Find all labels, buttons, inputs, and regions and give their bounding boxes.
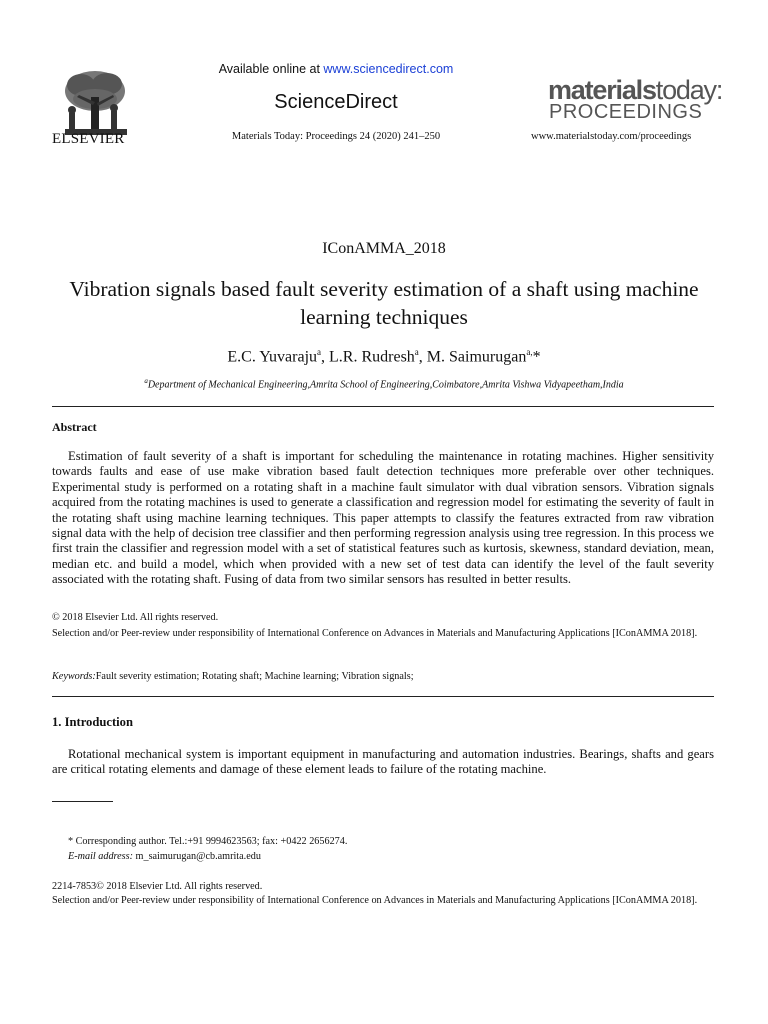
abstract-heading: Abstract bbox=[52, 420, 97, 434]
divider-top bbox=[52, 406, 714, 407]
affiliation bbox=[0, 377, 768, 390]
author-separator: , bbox=[321, 348, 330, 366]
corresponding-author-footnote: * Corresponding author. Tel.:+91 9994623563; fax: +0422 2656274. bbox=[68, 836, 348, 847]
email-address[interactable]: m_saimurugan@cb.amrita.edu bbox=[133, 851, 261, 862]
conference-name: IConAMMA_2018 bbox=[322, 240, 446, 257]
journal-reference: Materials Today: Proceedings 24 (2020) 241–250 bbox=[231, 131, 441, 142]
author-affil-mark: a bbox=[414, 347, 419, 357]
author-separator: , bbox=[418, 348, 427, 366]
keywords bbox=[52, 670, 714, 684]
issn-block bbox=[52, 880, 714, 908]
email-footnote bbox=[68, 851, 261, 862]
available-online-label: Available online at bbox=[218, 62, 324, 76]
intro-text: Rotational mechanical system is important equipment in manufacturing and automation industries. Bearings, shafts and gears are critical rotating elements and damage of these element leads to failure of the rotating machine. bbox=[52, 747, 714, 777]
logo-bold-part: materials bbox=[548, 75, 656, 105]
journal-url: www.materialstoday.com/proceedings bbox=[531, 131, 692, 142]
author-name: L.R. Rudresh bbox=[329, 348, 415, 366]
affiliation-mark: a bbox=[144, 377, 148, 385]
footnote-rule bbox=[52, 801, 113, 802]
materials-today-logo bbox=[548, 75, 723, 123]
elsevier-wordmark: ELSEVIER bbox=[52, 131, 125, 147]
author-name: E.C. Yuvaraju bbox=[227, 348, 318, 366]
intro-heading: 1. Introduction bbox=[52, 715, 133, 729]
email-label: E-mail address: bbox=[68, 851, 133, 862]
keywords-list: Fault severity estimation; Rotating shaft; Machine learning; Vibration signals; bbox=[95, 671, 414, 682]
abstract-peer-review: Selection and/or Peer-review under responsibility of International Conference on Advances in Materials and Manufacturing Applications [IConAMMA 2018]. bbox=[52, 628, 698, 639]
available-online bbox=[0, 62, 672, 76]
logo-proceedings: PROCEEDINGS bbox=[549, 101, 703, 123]
affiliation-text: Department of Mechanical Engineering,Amrita School of Engineering,Coimbatore,Amrita Vishwa Vidyapeetham,India bbox=[147, 379, 624, 391]
corresponding-mark: * bbox=[532, 348, 541, 366]
author-affil-mark: a bbox=[317, 347, 322, 357]
author-name: M. Saimurugan bbox=[426, 348, 527, 366]
issn-line: 2214-7853© 2018 Elsevier Ltd. All rights reserved. bbox=[52, 881, 263, 892]
paper-title: Vibration signals based fault severity estimation of a shaft using machine learning techniques bbox=[69, 277, 699, 329]
logo-rest-part: today: bbox=[655, 75, 723, 105]
issn-peer-review: Selection and/or Peer-review under responsibility of International Conference on Advances in Materials and Manufacturing Applications [IConAMMA 2018]. bbox=[52, 895, 698, 906]
author-affil-mark: a, bbox=[526, 347, 533, 357]
abstract-text: Estimation of fault severity of a shaft is important for scheduling the maintenance in rotating machines. Higher sensitivity towards faults and ease of use make vibration based fault detection techniques more preferable over other techniques. Experimental study is performed on a rotating shaft in a machine fault simulator with dual vibration sensors. Vibration signals acquired from the rotating machines is used to generate a classification and regression model for estimating the severity of fault in the rotating shaft using machine learning techniques. This paper attempts to classify the features extracted from raw vibration signal data with the help of decision tree classifier and then performing regression analysis using tree regression. In this process we first train the classifier and regression model with a set of statistical features such as kurtosis, skewness, standard deviation, mean, median etc. and build a model, which when provided with a new set of test data can identify the level of the fault severity associated with the rotating shaft. Fusing of data from two similar sensors has resulted in better results. bbox=[52, 449, 714, 587]
divider-bottom bbox=[52, 696, 714, 697]
sciencedirect-title: ScienceDirect bbox=[274, 91, 398, 113]
keywords-label: Keywords: bbox=[52, 671, 96, 682]
abstract-copyright: © 2018 Elsevier Ltd. All rights reserved. bbox=[52, 612, 219, 623]
sciencedirect-link[interactable]: www.sciencedirect.com bbox=[323, 62, 454, 76]
author-list bbox=[0, 347, 768, 366]
